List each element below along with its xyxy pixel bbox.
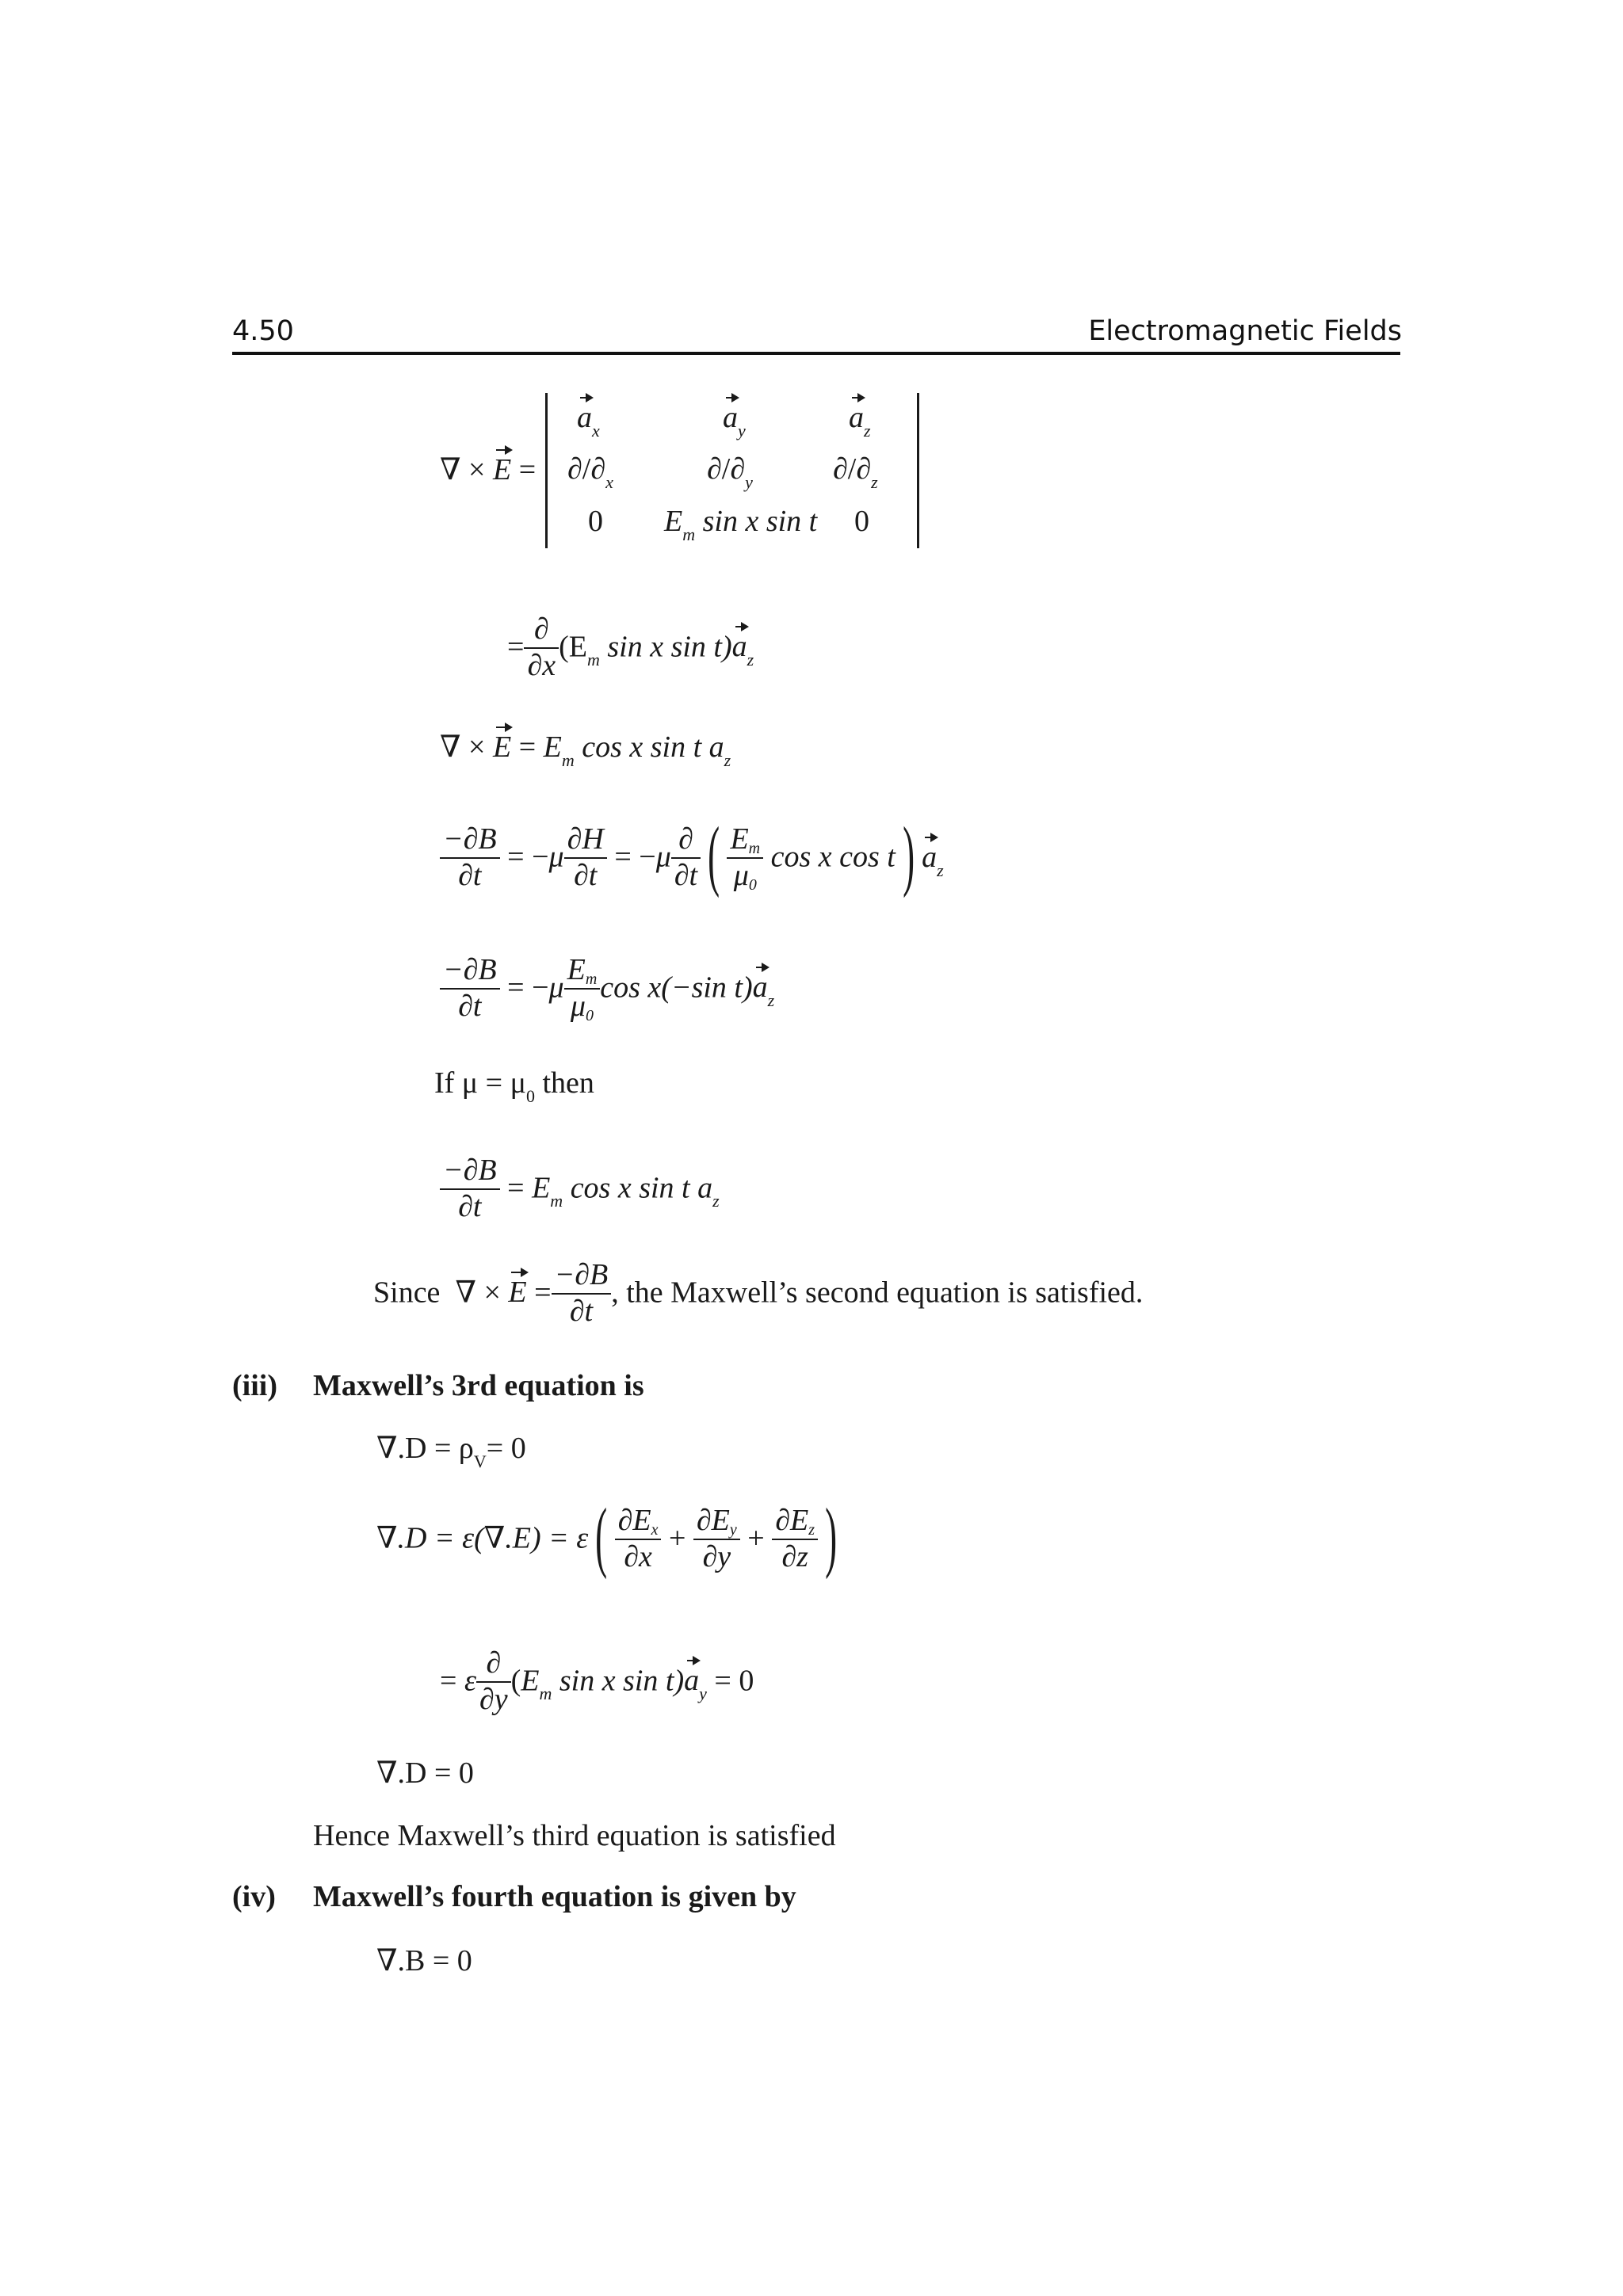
det-zero-2: 0 xyxy=(854,505,869,538)
det-dz: $\partial/\partial_z$ xyxy=(833,452,878,492)
determinant-right-bar xyxy=(917,393,919,548)
section-iv-title: Maxwell’s fourth equation is given by xyxy=(313,1880,796,1913)
faraday-step-3: $\frac{-\partial B}{\partial t}$ = $E_m$ cos x sin t $a_z$ xyxy=(440,1155,720,1226)
determinant-left-bar xyxy=(545,393,548,548)
faraday-step-2: $\frac{-\partial B}{\partial t}$ = −μ $\frac{Em}{\mu 0}$ cos x(−sin $t)a_z$ xyxy=(440,955,774,1025)
det-ax: $a_x$ xyxy=(577,401,600,441)
running-title: Electromagnetic Fields xyxy=(1088,315,1402,347)
det-Ey: $E_m$ sin x sin t xyxy=(664,505,818,544)
det-dy: $\partial/\partial_y$ xyxy=(707,452,753,492)
since-line: Since ∇ × E = $\frac{-\partial B}{\partial t}$ , the Maxwell’s second equation is satisfied. xyxy=(373,1258,1144,1328)
section-iii-label: (iii) xyxy=(232,1369,277,1402)
curl-result: ∇ × $E = E_m$ cos x sin t $a_z$ xyxy=(440,730,731,770)
curl-step-1: = $\frac{\partial}{\partial x}$ ($E_m$ sin x $\sin t)a_z$ xyxy=(507,612,754,682)
page-number: 4.50 xyxy=(232,315,294,347)
header-rule xyxy=(232,352,1400,355)
det-dx: $\partial/\partial_x$ xyxy=(567,452,613,492)
gauss-eq-3: = ε $\frac{\partial}{\partial y}$ ($E_m$ sin x $\sin t)a_y = 0$ xyxy=(440,1646,754,1716)
section-iii-title: Maxwell’s 3rd equation is xyxy=(313,1369,644,1402)
gauss-eq-2: ∇.D = ε(∇.E) = ε( $\frac{\partial Ex}{\partial x}$ + $\frac{\partial Ey}{\partial y}$ + $\frac{\partial Ez}{\partial z}$ ) xyxy=(376,1492,838,1580)
faraday-step-1: $\frac{-\partial B}{\partial t}$ = −μ $\frac{\partial H}{\partial t}$ = −μ $\frac{\partial}{\partial t}$ ( $\frac{Em}{\mu 0}$ cos x cos t) $a_z$ xyxy=(440,820,944,899)
gauss-eq-4: ∇.D = 0 xyxy=(376,1756,474,1790)
det-az: $a_z$ xyxy=(849,401,871,441)
gauss-eq-1: $\nabla.D = \rho_V= 0$ xyxy=(376,1432,526,1471)
condition-line: If $\mu = \mu_0$ then xyxy=(434,1066,594,1106)
det-ay: $a_y$ xyxy=(723,401,746,441)
det-zero-1: 0 xyxy=(588,505,603,538)
gauss-conclusion: Hence Maxwell’s third equation is satisfied xyxy=(313,1819,836,1852)
magnetic-gauss-eq: ∇.B = 0 xyxy=(376,1944,472,1978)
curl-E-lhs: ∇ × E = xyxy=(440,453,537,486)
section-iv-label: (iv) xyxy=(232,1880,276,1913)
